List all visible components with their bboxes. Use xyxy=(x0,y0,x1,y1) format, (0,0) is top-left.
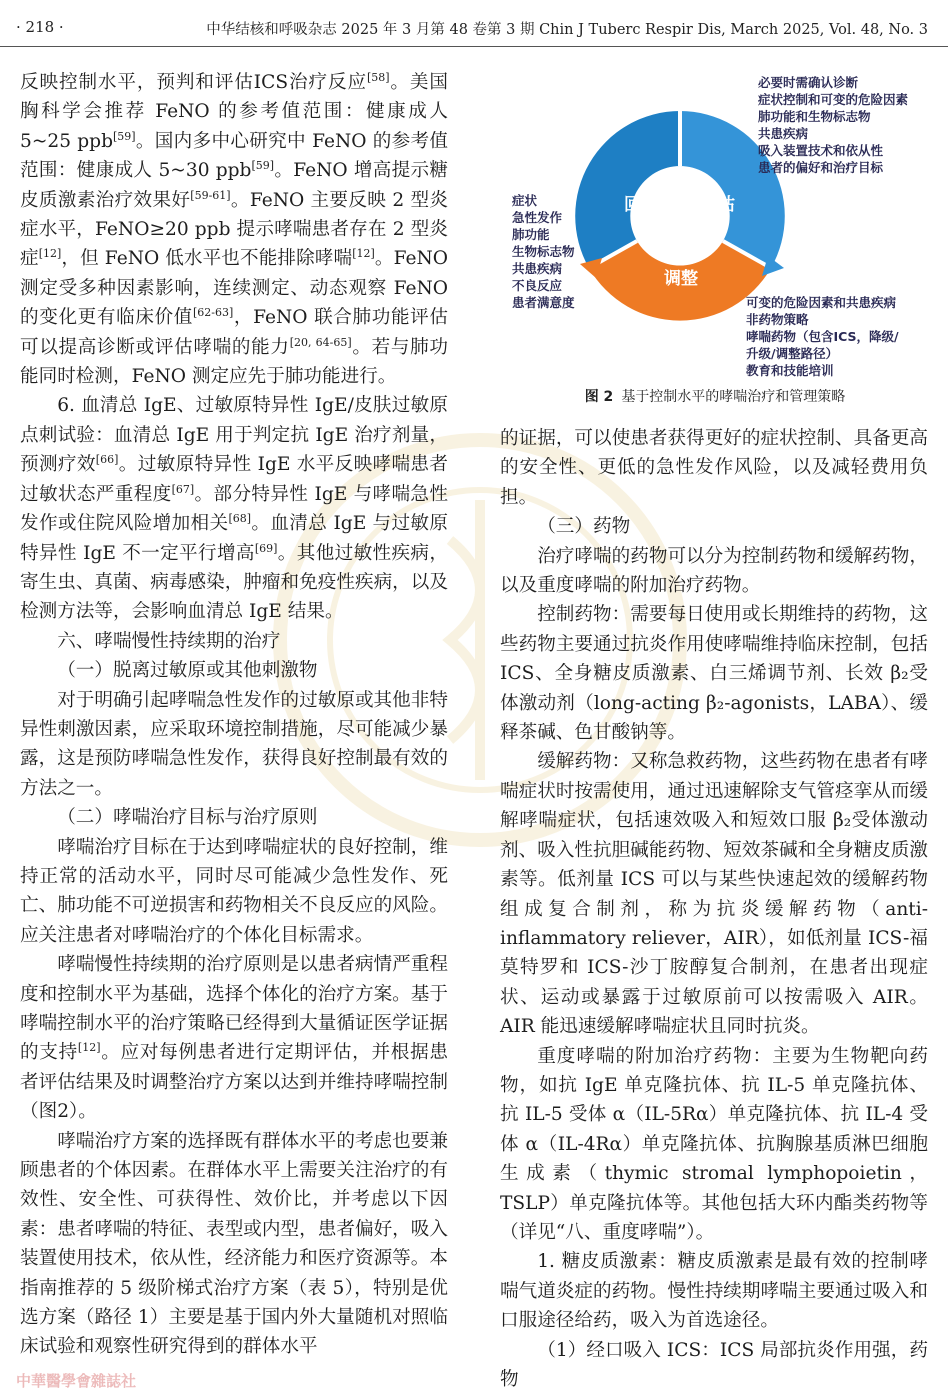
adjust-items-list: 可变的危险因素和共患疾病 非药物策略 哮喘药物（包含ICS，降级/ 升级/调整路径） 教育和技能培训 xyxy=(746,295,899,378)
subsection-heading-3: （三）药物 xyxy=(537,516,631,538)
right-column xyxy=(500,424,928,1394)
figure-caption: 图 2 基于控制水平的哮喘治疗和管理策略 xyxy=(584,389,846,405)
figure-2 xyxy=(500,68,930,405)
paragraph-addon: 重度哮喘的附加治疗药物：主要为生物靶向药物，如抗 IgE 单克隆抗体、抗 IL-5 单克隆抗体、抗 IL-5 受体 α（IL-5Rα）单克隆抗体、抗 IL-4 受体 α（IL-4Rα）单克隆抗体、抗胸腺基质淋巴细胞生成素（thymic stromal lymphopoietin，TSLP）单克隆抗体等。其他包括大环内酯类药物等（详见“八、重度哮喘”）。 xyxy=(500,1045,928,1243)
section-heading-6: 六、哮喘慢性持续期的治疗 xyxy=(57,630,281,652)
review-items-list: 症状 急性发作 肺功能 生物标志物 共患疾病 不良反应 患者满意度 xyxy=(512,193,575,310)
paragraph-principles: 哮喘慢性持续期的治疗原则是以患者病情严重程度和控制水平为基础，选择个体化的治疗方案。基于哮喘控制水平的治疗策略已经得到大量循证医学证据的支持[12]。应对每例患者进行定期评估，并根据患者评估结果及时调整治疗方案以达到并维持哮喘控制（图2）。 xyxy=(20,954,448,1123)
paragraph-regimen: 哮喘治疗方案的选择既有群体水平的考虑也要兼顾患者的个体因素。在群体水平上需要关注治疗的有效性、安全性、可获得性、效价比，并考虑以下因素：患者哮喘的特征、表型或内型，患者偏好，吸入装置使用技术，依从性，经济能力和医疗资源等。本指南推荐的 5 级阶梯式治疗方案（表 5），特别是优选方案（路径 1）主要是基于国内外大量随机对照临床试验和观察性研究得到的群体水平 xyxy=(20,1130,448,1358)
paragraph-ige: 6. 血清总 IgE、过敏原特异性 IgE/皮肤过敏原点刺试验：血清总 IgE 用于判定抗 IgE 治疗剂量，预测疗效[66]。过敏原特异性 IgE 水平反映哮喘患者过敏状态严重程度[67]。部分特异性 IgE 与哮喘急性发作或住院风险增加相关[68]。血清总 IgE 与过敏原特异性 IgE 不一定平行增高[69]。其他过敏性疾病，寄生虫、真菌、病毒感染，肿瘤和免疫性疾病，以及检测方法等，会影响血清总 IgE 结果。 xyxy=(20,395,448,623)
running-header xyxy=(0,0,948,44)
paragraph-allergen: 对于明确引起哮喘急性发作的过敏原或其他非特异性刺激因素，应采取环境控制措施，尽可能减少暴露，这是预防哮喘急性发作，获得良好控制最有效的方法之一。 xyxy=(20,689,448,799)
paragraph-goals: 哮喘治疗目标在于达到哮喘症状的良好控制，维持正常的活动水平，同时尽可能减少急性发作、死亡、肺功能不可逆损害和药物相关不良反应的风险。应关注患者对哮喘治疗的个体化目标需求。 xyxy=(20,836,448,946)
assess-items-list: 必要时需确认诊断 症状控制和可变的危险因素 肺功能和生物标志物 共患疾病 吸入装置技术和依从性 患者的偏好和治疗目标 xyxy=(758,75,909,175)
paragraph-feno: 反映控制水平，预判和评估ICS治疗反应[58]。美国胸科学会推荐 FeNO 的参考值范围：健康成人 5~25 ppb[59]。国内多中心研究中 FeNO 的参考值范围：健康成人 5~30 ppb[59]。FeNO 增高提示糖皮质激素治疗效果好[59-61]。FeNO 主要反映 2 型炎症水平，FeNO≥20 ppb 提示哮喘患者存在 2 型炎症[12]，但 FeNO 低水平也不能排除哮喘[12]。FeNO 测定受多种因素影响，连续测定、动态观察 FeNO 的变化更有临床价值[62-63]，FeNO 联合肺功能评估可以提高诊断或评估哮喘的能力[20, 64-65]。若与肺功能同时检测，FeNO 测定应先于肺功能进行。 xyxy=(20,70,449,388)
segment-review-label: 回顾 xyxy=(624,195,658,215)
left-column xyxy=(20,68,448,1362)
paragraph-evidence: 的证据，可以使患者获得更好的症状控制、具备更高的安全性、更低的急性发作风险，以及减轻费用负担。 xyxy=(500,428,928,508)
journal-citation: 中华结核和呼吸杂志 2025 年 3 月第 48 卷第 3 期 Chin J Tuberc Respir Dis, March 2025, Vol. 48, No. 3 xyxy=(206,22,928,38)
publisher-watermark: 中華醫學會雜誌社 xyxy=(16,1372,137,1390)
paragraph-relievers: 缓解药物：又称急救药物，这些药物在患者有哮喘症状时按需使用，通过迅速解除支气管痉挛从而缓解哮喘症状，包括速效吸入和短效口服 β₂受体激动剂、吸入性抗胆碱能药物、短效茶碱和全身糖皮质激素等。低剂量 ICS 可以与某些快速起效的缓解药物组成复合制剂，称为抗炎缓解药物（anti-inflammatory reliever，AIR），如低剂量 ICS-福莫特罗和 ICS-沙丁胺醇复合制剂，在患者出现症状、运动或暴露于过敏原前可以按需吸入 AIR。AIR 能迅速缓解哮喘症状且同时抗炎。 xyxy=(500,751,928,1038)
page-number: · 218 · xyxy=(16,18,64,36)
header-rule xyxy=(0,46,948,47)
paragraph-ics: （1）经口吸入 ICS：ICS 局部抗炎作用强，药物 xyxy=(500,1339,928,1390)
subsection-heading-1: （一）脱离过敏原或其他刺激物 xyxy=(57,660,318,682)
segment-assess-label: 评估 xyxy=(701,195,735,215)
paragraph-controllers: 控制药物：需要每日使用或长期维持的药物，这些药物主要通过抗炎作用使哮喘维持临床控制，包括 ICS、全身糖皮质激素、白三烯调节剂、长效 β₂受体激动剂（long-acting β₂-agonists，LABA）、缓释茶碱、色甘酸钠等。 xyxy=(500,604,928,744)
paragraph-drug-classes: 治疗哮喘的药物可以分为控制药物和缓解药物，以及重度哮喘的附加治疗药物。 xyxy=(500,545,928,597)
subsection-heading-2: （二）哮喘治疗目标与治疗原则 xyxy=(57,807,318,829)
segment-adjust-label: 调整 xyxy=(664,269,698,289)
paragraph-corticosteroids: 1. 糖皮质激素：糖皮质激素是最有效的控制哮喘气道炎症的药物。慢性持续期哮喘主要通过吸入和口服途径给药，吸入为首选途径。 xyxy=(500,1251,928,1332)
